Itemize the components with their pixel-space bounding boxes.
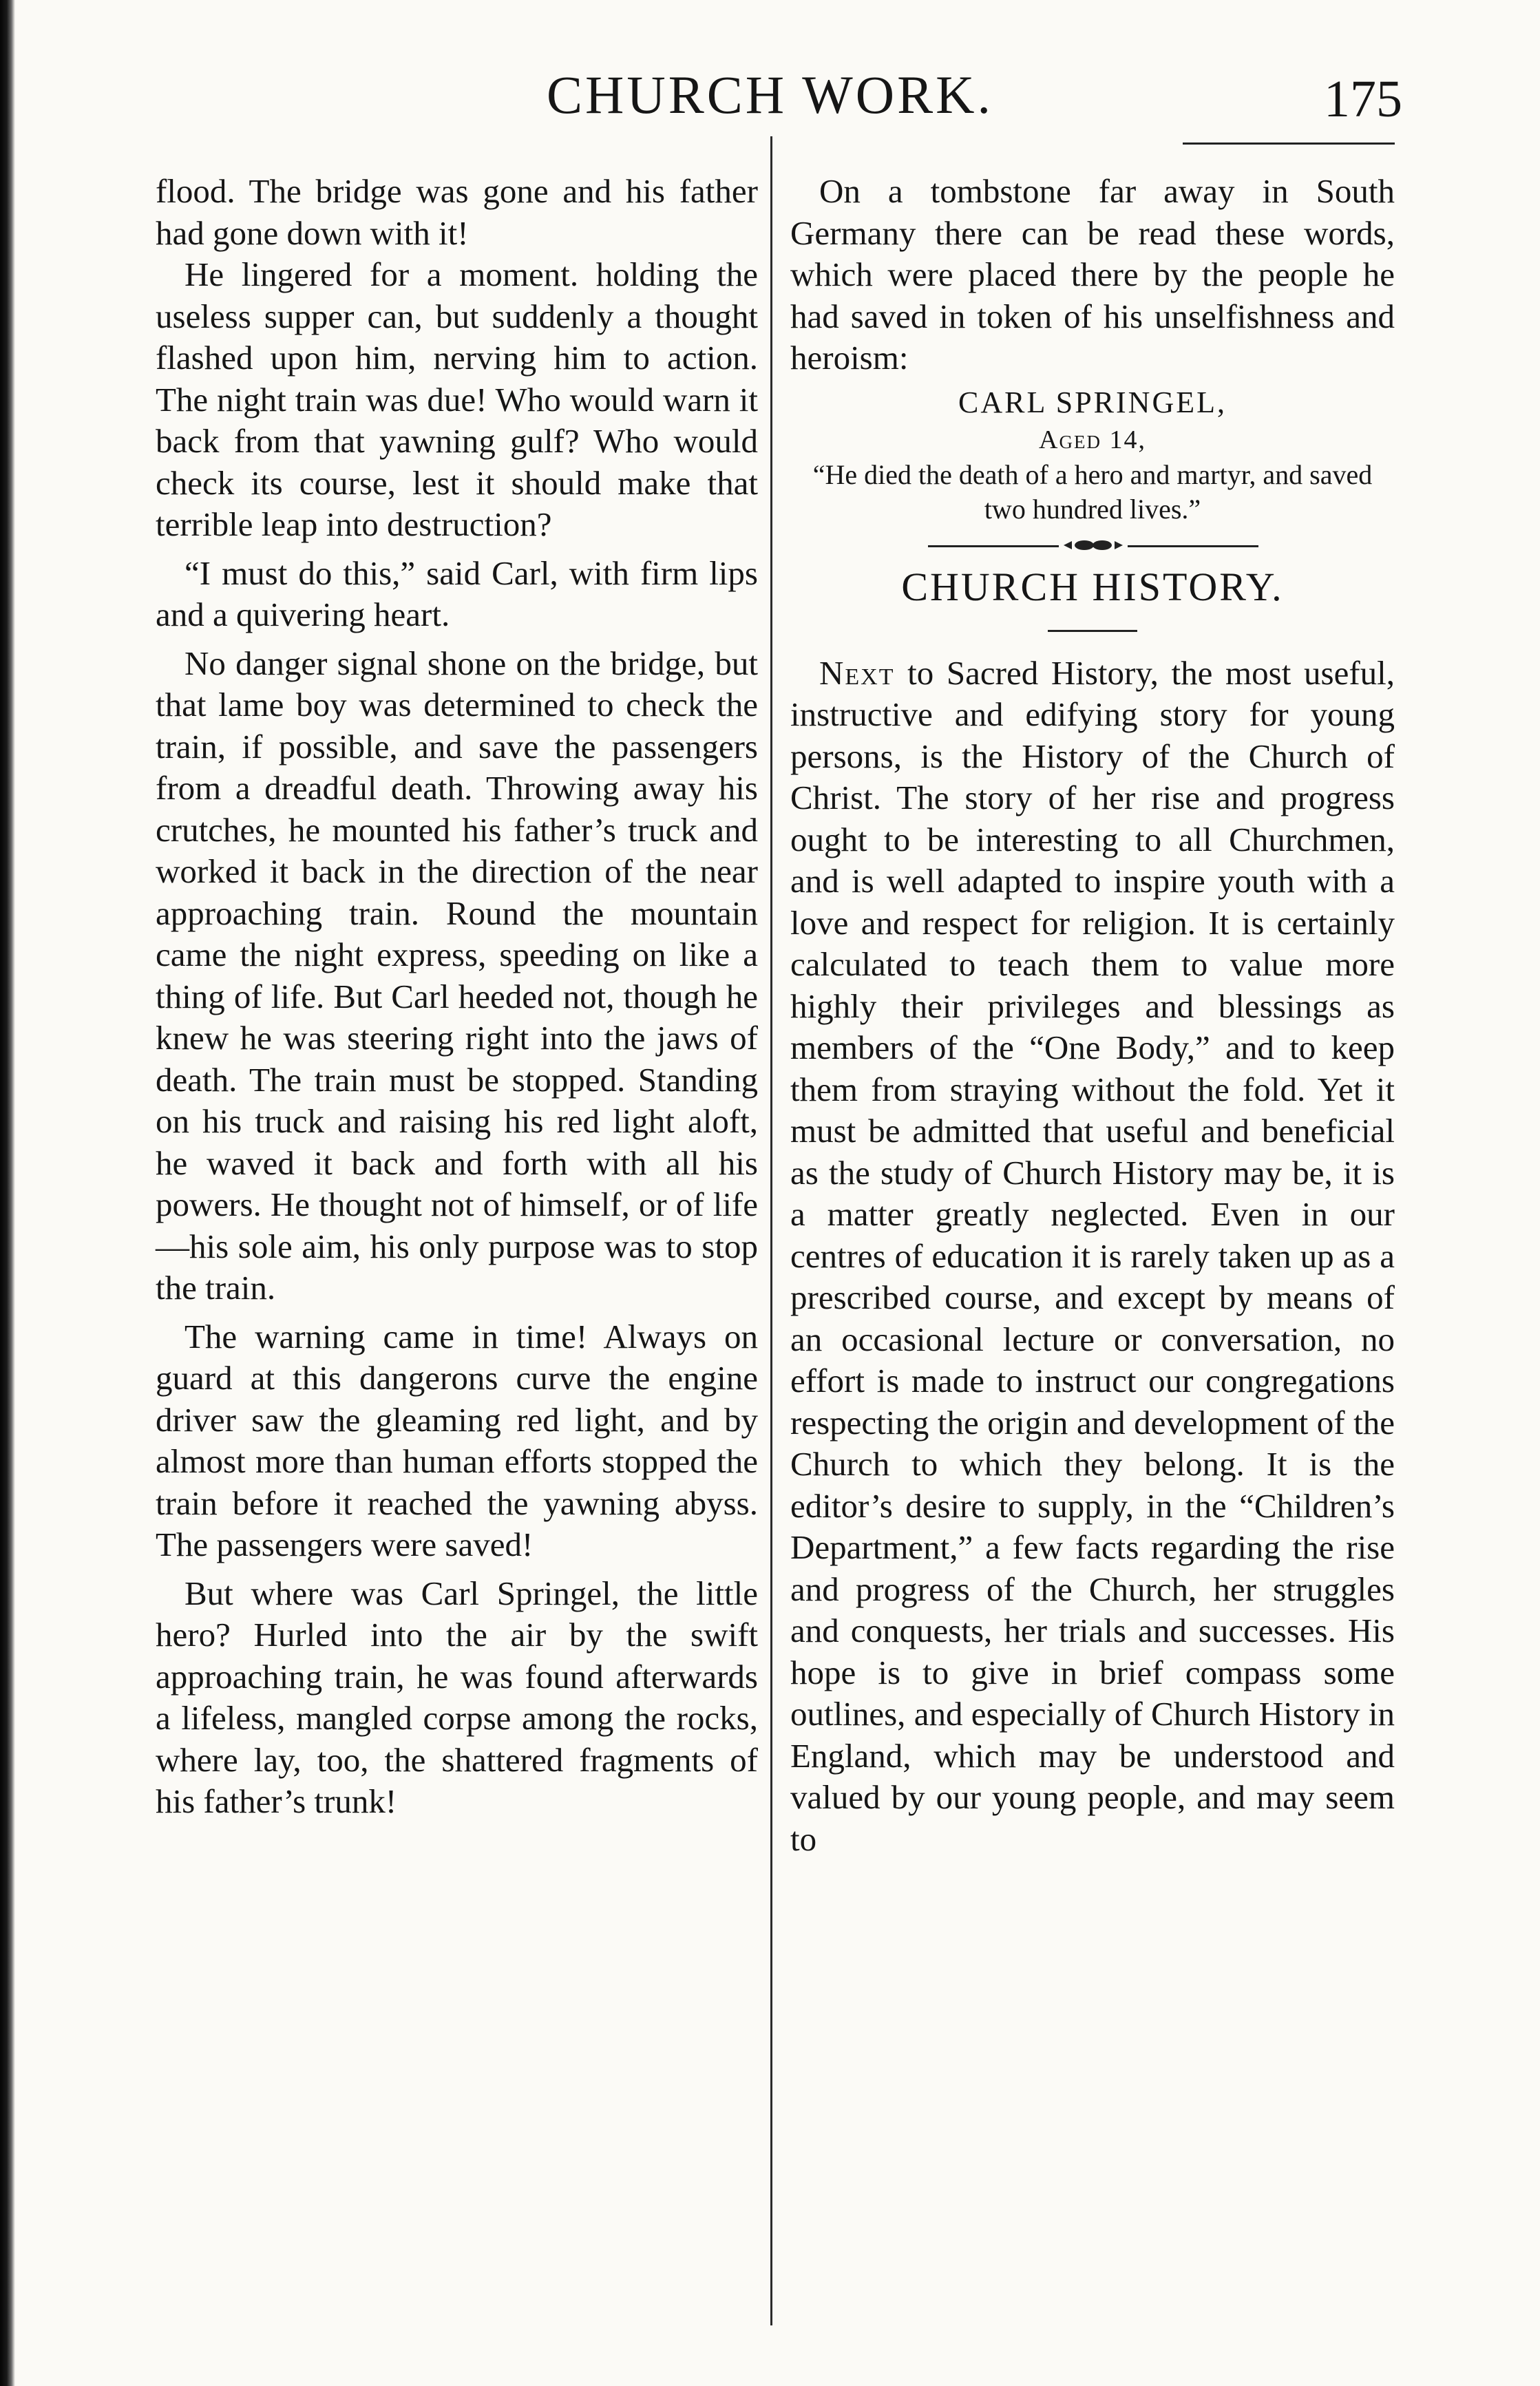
paragraph: No danger signal shone on the bridge, but that lame boy was determined to check the train, if possible, and save the passengers from a dreadful death. Throwing away his crutches, he mounted his father’s truck and worked it back in the direction of the near approaching train. Round the mountain came the night express, speeding on like a thing of life. But Carl heeded not, though he knew he was steering right into the jaws of death. The train must be stopped. Standing on his truck and raising his red light aloft, he waved it back and forth with all his powers. He thought not of himself, or of life—his sole aim, his only purpose was to stop the train. (156, 644, 758, 1307)
paragraph-body: to Sacred History, the most useful, instructive and edifying story for young persons, is the History of the Church of Christ. The story of her rise and progress ought to be interesting to all Churchmen, and is well adapted to inspire youth with a love and respect for religion. It is certainly calculated to teach them to value more highly their privileges and blessings as members of the “One Body,” and to keep them from straying without the fold. Yet it must be admitted that useful and beneficial as the study of Church History may be, it is a matter greatly neglected. Even in our centres of education it is rarely taken up as a prescribed course, and except by means of an occasional lecture or conversation, no effort is made to instruct our congregations respecting the origin and development of the Church to which they belong. It is the editor’s desire to supply, in the “Children’s Department,” a few facts regarding the rise and progress of the Church, her struggles and conquests, her trials and successes. His hope is to give in brief compass some outlines, and especially of Church History in England, which may be understood and valued by our young people, and may seem to (790, 653, 1395, 1858)
title-rule (1048, 630, 1137, 632)
lead-word: Next (819, 653, 895, 692)
column-divider (770, 136, 772, 2325)
running-title: CHURCH WORK. (547, 65, 993, 125)
paragraph: On a tombstone far away in South Germany there can be read these words, which were placed there by the people he had saved in token of his unselfishness and heroism: (790, 172, 1395, 377)
paragraph: flood. The bridge was gone and his father had gone down with it! (156, 172, 758, 252)
page-number: 175 (1324, 70, 1402, 128)
top-rule (1183, 142, 1395, 145)
ornament-line (928, 545, 1059, 547)
epitaph-age: Aged 14, (1039, 425, 1146, 454)
ornament-icon (1062, 535, 1124, 556)
left-column (156, 171, 758, 1823)
ornament-line (1128, 545, 1258, 547)
ornament-divider (790, 539, 1395, 553)
epitaph-quote: “He died the death of a hero and martyr, and saved two hundred lives.” (812, 458, 1373, 525)
epitaph-name: CARL SPRINGEL, (958, 385, 1227, 419)
page-header (0, 61, 1540, 129)
paragraph (790, 653, 1395, 1861)
paragraph: The warning came in time! Always on guard at this dangerons curve the engine driver saw the gleaming red light, and by almost more than human efforts stopped the train before it reached the yawning abyss. The passengers were saved! (156, 1317, 758, 1563)
section-title: CHURCH HISTORY. (901, 564, 1284, 609)
paragraph: But where was Carl Springel, the little hero? Hurled into the air by the swift approaching train, he was found afterwards a lifeless, mangled corpse among the rocks, where lay, too, the shattered fragments of his father’s trunk! (156, 1574, 758, 1820)
paragraph: He lingered for a moment. holding the useless supper can, but suddenly a thought flashed upon him, nerving him to action. The night train was due! Who would warn it back from that yawning gulf? Who would check its course, lest it should make that terrible leap into destruction? (156, 255, 758, 543)
epitaph (790, 383, 1395, 527)
right-column (790, 171, 1395, 1860)
book-spine-edge (0, 0, 15, 2386)
paragraph: “I must do this,” said Carl, with firm lips and a quivering heart. (156, 553, 758, 633)
